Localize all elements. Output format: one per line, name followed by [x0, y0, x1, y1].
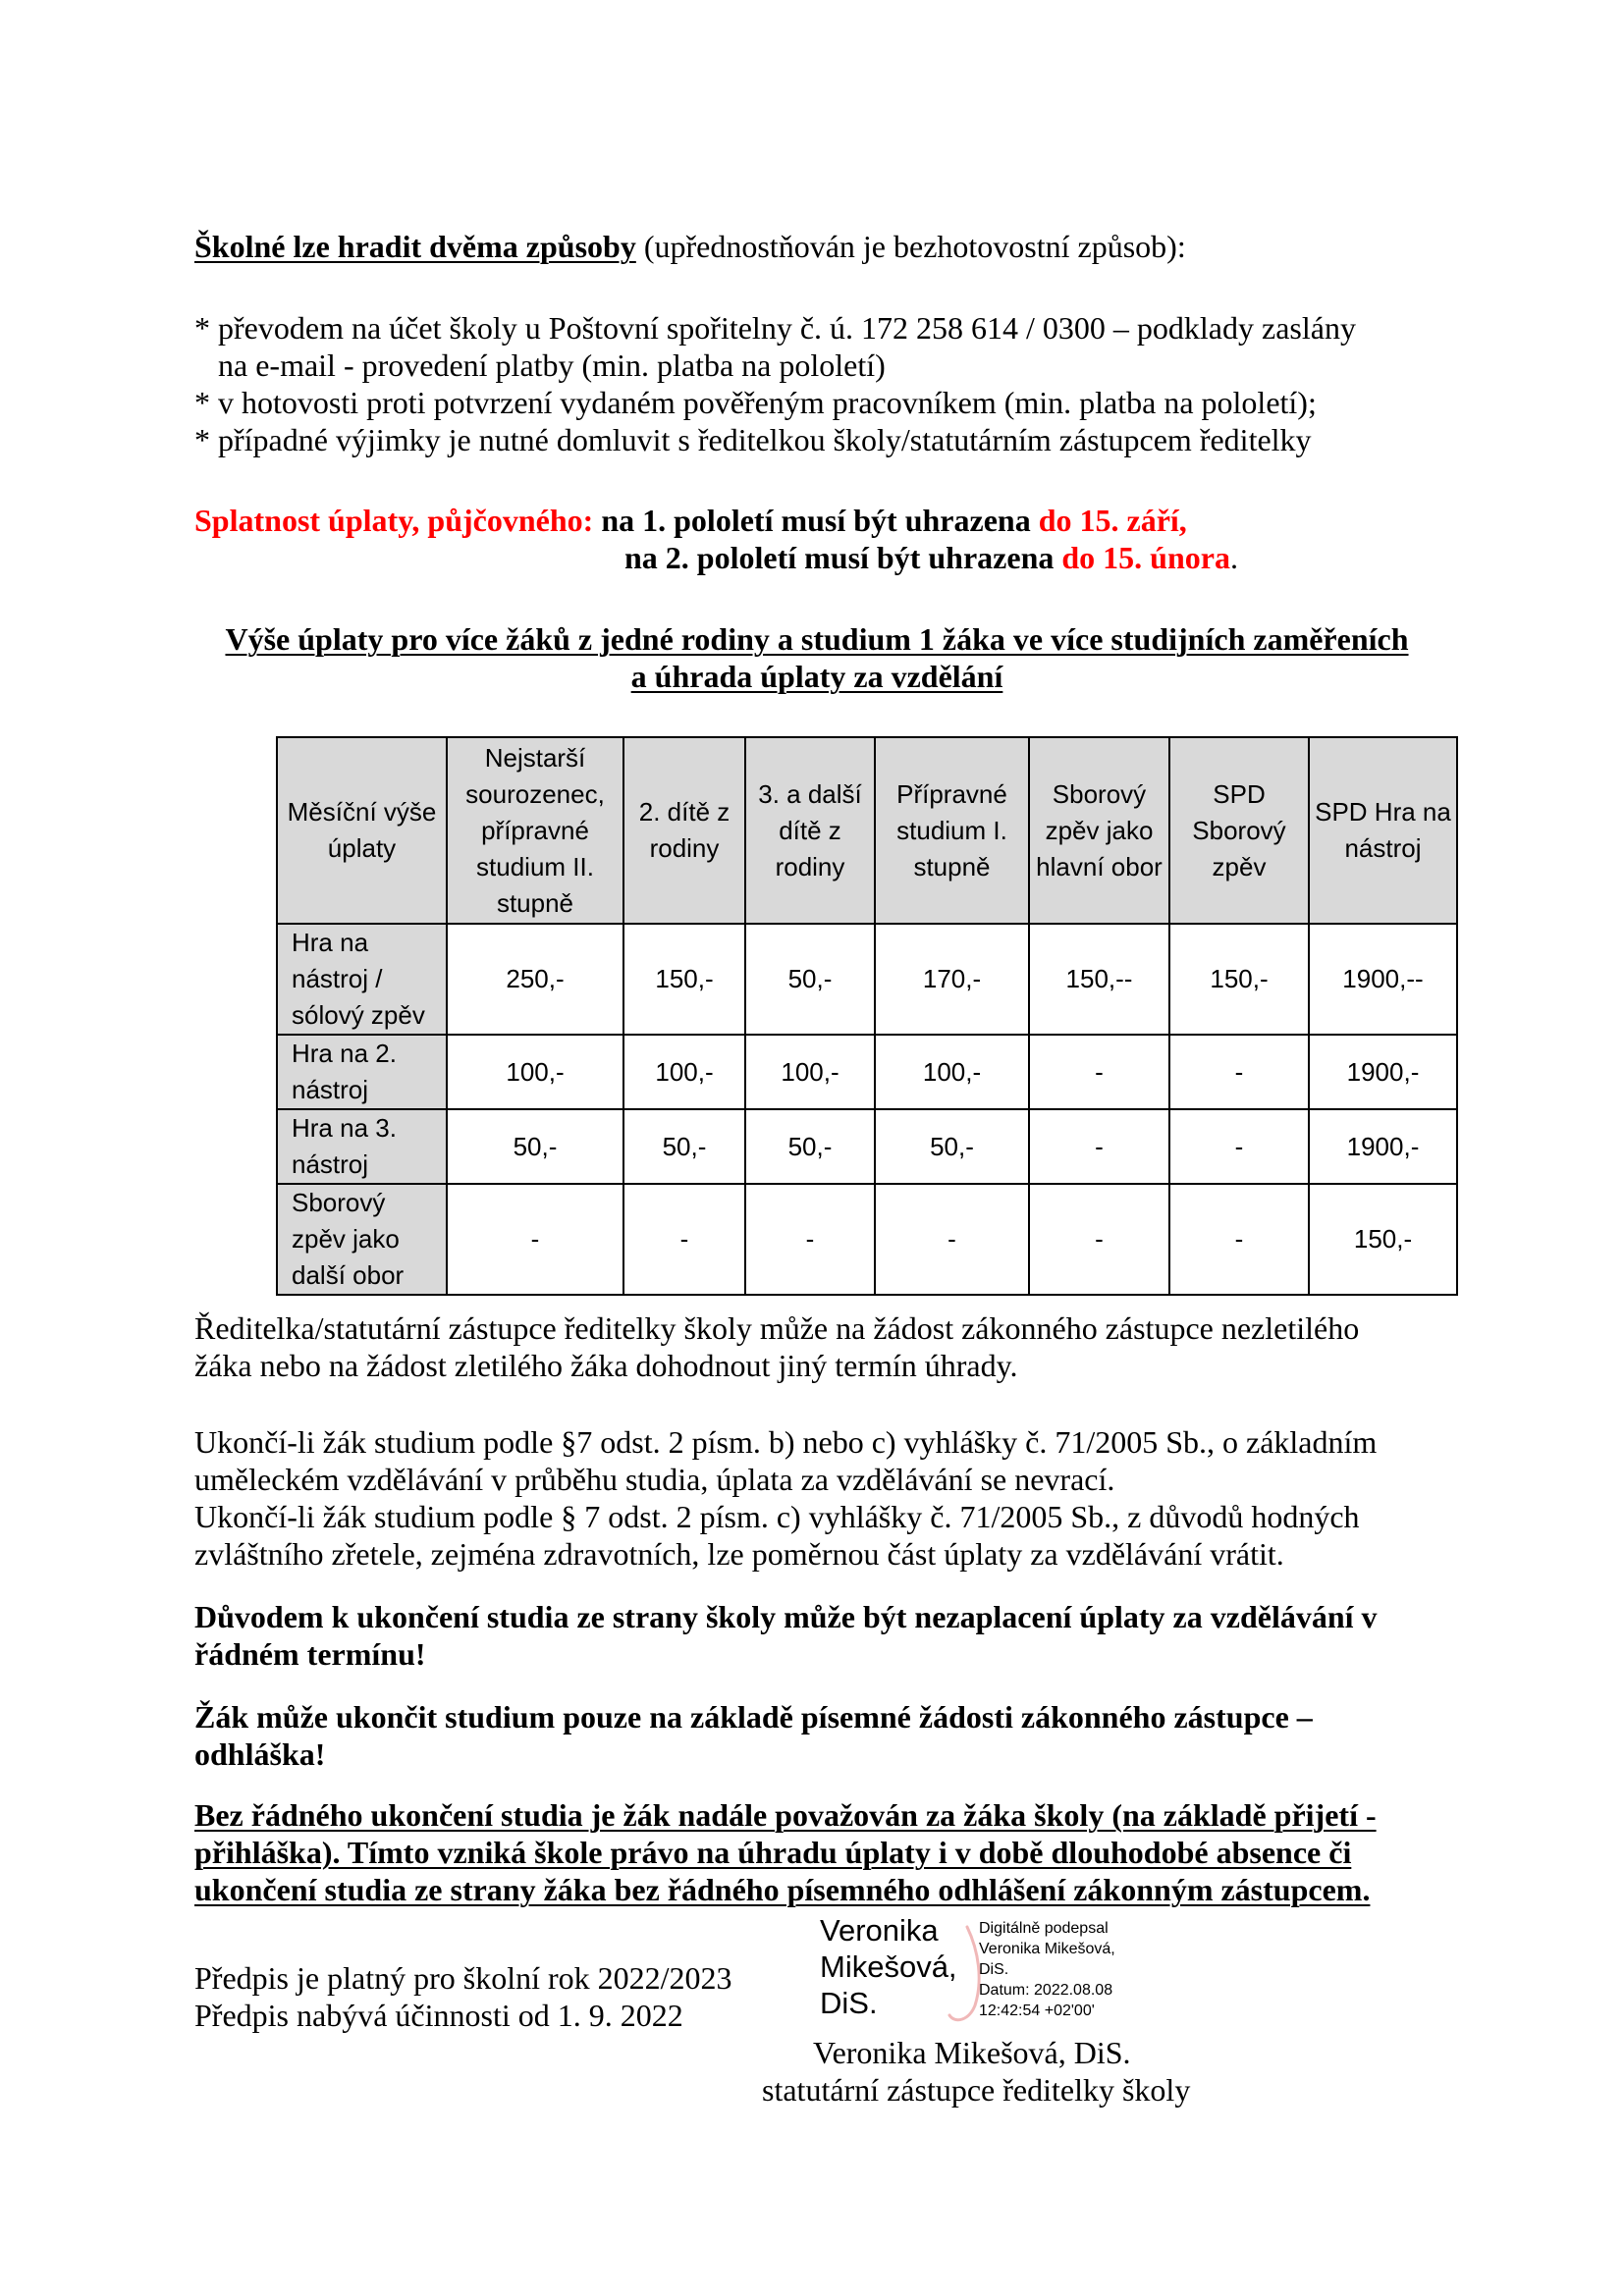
paragraph-line: zvláštního zřetele, zejména zdravotních, lze poměrnou část úplaty za vzdělávání vrátit.: [194, 1536, 1284, 1572]
column-header: Sborový zpěv jako hlavní obor: [1029, 737, 1169, 924]
signature-detail-line: Datum: 2022.08.08: [979, 1982, 1113, 1999]
table-cell: -: [1029, 1184, 1169, 1295]
signature-detail-line: 12:42:54 +02'00': [979, 2002, 1095, 2019]
row-header: Hra na 2. nástroj: [277, 1035, 447, 1109]
table-cell: 1900,--: [1309, 924, 1457, 1035]
table-cell: 50,-: [745, 924, 875, 1035]
table-cell: 50,-: [447, 1109, 623, 1184]
table-cell: -: [745, 1184, 875, 1295]
table-cell: 50,-: [745, 1109, 875, 1184]
table-cell: 150,--: [1029, 924, 1169, 1035]
table-cell: 1900,-: [1309, 1035, 1457, 1109]
table-row: [277, 924, 1457, 1035]
table-cell: 150,-: [1169, 924, 1309, 1035]
paragraph-line: řádném termínu!: [194, 1636, 426, 1672]
column-header: SPD Sborový zpěv: [1169, 737, 1309, 924]
due-line2-text: na 2. pololetí musí být uhrazena: [624, 540, 1055, 575]
column-header: Nejstarší sourozenec, přípravné studium II. stupně: [447, 737, 623, 924]
paragraph-line: Bez řádného ukončení studia je žák nadále považován za žáka školy (na základě přijetí -: [194, 1797, 1377, 1833]
payment-item-transfer: * převodem na účet školy u Poštovní spořitelny č. ú. 172 258 614 / 0300 – podklady zaslány: [194, 310, 1356, 346]
column-header: 3. a další dítě z rodiny: [745, 737, 875, 924]
row-header: Hra na nástroj / sólový zpěv: [277, 924, 447, 1035]
table-cell: 50,-: [875, 1109, 1029, 1184]
column-header: SPD Hra na nástroj: [1309, 737, 1457, 924]
signatory-name: Veronika Mikešová, DiS.: [813, 2035, 1131, 2070]
row-header: Hra na 3. nástroj: [277, 1109, 447, 1184]
validity-line: Předpis nabývá účinnosti od 1. 9. 2022: [194, 1998, 683, 2033]
due-line-1: [194, 502, 1187, 539]
signature-name-line: DiS.: [820, 1986, 878, 2020]
signature-detail-line: DiS.: [979, 1961, 1009, 1978]
due-line1-text: na 1. pololetí musí být uhrazena: [601, 503, 1031, 538]
signature-detail-line: Veronika Mikešová,: [979, 1941, 1115, 1957]
signature-name-line: Veronika: [820, 1913, 939, 1948]
table-cell: 150,-: [623, 924, 745, 1035]
table-row: [277, 1035, 1457, 1109]
paragraph-line: Žák může ukončit studium pouze na základě písemné žádosti zákonného zástupce –: [194, 1699, 1313, 1735]
table-corner-header: Měsíční výše úplaty: [277, 737, 447, 924]
table-heading-line2: a úhrada úplaty za vzdělání: [630, 659, 1003, 694]
table-cell: -: [1169, 1184, 1309, 1295]
table-cell: -: [447, 1184, 623, 1295]
table-row: [277, 1109, 1457, 1184]
paragraph-line: Ředitelka/statutární zástupce ředitelky školy může na žádost zákonného zástupce nezletilého: [194, 1310, 1360, 1346]
table-cell: -: [1169, 1035, 1309, 1109]
paragraph-line: ukončení studia ze strany žáka bez řádného písemného odhlášení zákonným zástupcem.: [194, 1872, 1371, 1907]
row-header: Sborový zpěv jako další obor: [277, 1184, 447, 1295]
table-cell: 100,-: [447, 1035, 623, 1109]
payment-item-exceptions: * případné výjimky je nutné domluvit s ředitelkou školy/statutárním zástupcem ředitelky: [194, 422, 1312, 457]
paragraph-line: Ukončí-li žák studium podle §7 odst. 2 písm. b) nebo c) vyhlášky č. 71/2005 Sb., o základním: [194, 1424, 1378, 1460]
paragraph-line: uměleckém vzdělávání v průběhu studia, úplata za vzdělávání se nevrací.: [194, 1462, 1115, 1497]
table-cell: -: [623, 1184, 745, 1295]
signatory-role: statutární zástupce ředitelky školy: [762, 2072, 1191, 2108]
paragraph-line: Důvodem k ukončení studia ze strany školy může být nezaplacení úplaty za vzdělávání v: [194, 1599, 1378, 1634]
due-line1-date: do 15. září,: [1038, 503, 1187, 538]
table-cell: 170,-: [875, 924, 1029, 1035]
signature-name-line: Mikešová,: [820, 1949, 957, 1984]
payment-item-transfer-cont: na e-mail - provedení platby (min. platba na pololetí): [218, 347, 886, 383]
paragraph-line: Ukončí-li žák studium podle § 7 odst. 2 písm. c) vyhlášky č. 71/2005 Sb., z důvodů hodných: [194, 1499, 1360, 1534]
digital-signature: [815, 1912, 1139, 2030]
due-line2-end: .: [1229, 540, 1238, 575]
paragraph-line: přihláška). Tímto vzniká škole právo na úhradu úplaty i v době dlouhodobé absence či: [194, 1835, 1352, 1870]
payment-item-cash: * v hotovosti proti potvrzení vydaném pověřeným pracovníkem (min. platba na pololetí);: [194, 385, 1317, 420]
table-cell: 100,-: [875, 1035, 1029, 1109]
table-cell: 1900,-: [1309, 1109, 1457, 1184]
table-cell: 250,-: [447, 924, 623, 1035]
signature-detail-line: Digitálně podepsal: [979, 1920, 1109, 1937]
table-heading-line1: Výše úplaty pro více žáků z jedné rodiny a studium 1 žáka ve více studijních zaměřeních: [225, 621, 1409, 657]
paragraph-line: žáka nebo na žádost zletilého žáka dohodnout jiný termín úhrady.: [194, 1348, 1018, 1383]
table-cell: 50,-: [623, 1109, 745, 1184]
table-row: [277, 1184, 1457, 1295]
table-header-row: [277, 737, 1457, 924]
due-label: Splatnost úplaty, půjčovného:: [194, 503, 594, 538]
table-cell: -: [875, 1184, 1029, 1295]
payment-heading-note: (upřednostňován je bezhotovostní způsob):: [643, 229, 1186, 264]
table-cell: 100,-: [623, 1035, 745, 1109]
due-line-2: [624, 539, 1238, 576]
validity-line: Předpis je platný pro školní rok 2022/2023: [194, 1960, 732, 1996]
table-cell: 150,-: [1309, 1184, 1457, 1295]
table-cell: -: [1169, 1109, 1309, 1184]
payment-heading-line: [194, 228, 1186, 265]
paragraph-line: odhláška!: [194, 1736, 326, 1772]
column-header: Přípravné studium I. stupně: [875, 737, 1029, 924]
table-cell: -: [1029, 1035, 1169, 1109]
table-cell: -: [1029, 1109, 1169, 1184]
column-header: 2. dítě z rodiny: [623, 737, 745, 924]
fee-table: [276, 736, 1458, 1296]
payment-heading: Školné lze hradit dvěma způsoby: [194, 229, 636, 264]
due-line2-date: do 15. února: [1061, 540, 1230, 575]
table-cell: 100,-: [745, 1035, 875, 1109]
